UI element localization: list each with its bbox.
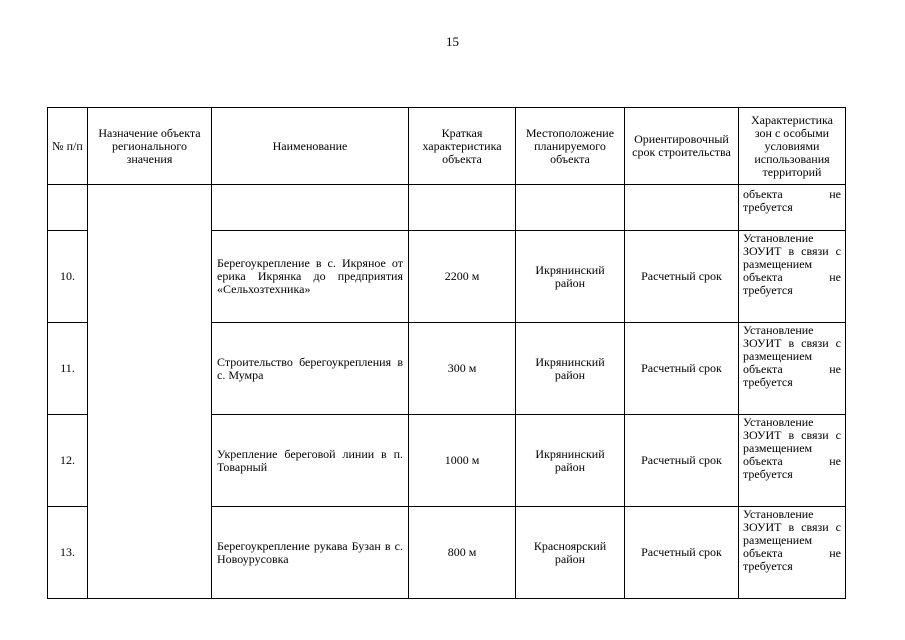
cell-zone: Установление ЗОУИТ в связи с размещением объекта не требуется [739,415,846,507]
cell-number: 11. [48,323,88,415]
cell-zone: Установление ЗОУИТ в связи с размещением объекта не требуется [739,507,846,599]
table-row-continuation [48,185,846,231]
header-term: Ориентировочный срок строительства [625,108,739,185]
cell-number [48,185,88,231]
cell-location: Красноярский район [516,507,625,599]
header-characteristic: Краткая характеристика объекта [409,108,516,185]
table-header-row [48,108,846,185]
cell-zone: Установление ЗОУИТ в связи с размещением объекта не требуется [739,323,846,415]
cell-term: Расчетный срок [625,323,739,415]
cell-location: Икрянинский район [516,323,625,415]
cell-characteristic: 2200 м [409,231,516,323]
header-name: Наименование [212,108,409,185]
cell-zone: Установление ЗОУИТ в связи с размещением объекта не требуется [739,231,846,323]
header-purpose: Назначение объекта регионального значения [88,108,212,185]
cell-characteristic [409,185,516,231]
cell-name [212,185,409,231]
cell-purpose-merged [88,185,212,599]
cell-term [625,185,739,231]
cell-characteristic: 800 м [409,507,516,599]
cell-term: Расчетный срок [625,415,739,507]
cell-location: Икрянинский район [516,231,625,323]
cell-term: Расчетный срок [625,507,739,599]
cell-characteristic: 300 м [409,323,516,415]
header-number: № п/п [48,108,88,185]
cell-location [516,185,625,231]
cell-number: 13. [48,507,88,599]
cell-number: 12. [48,415,88,507]
header-zone: Характеристика зон с особыми условиями использования территорий [739,108,846,185]
cell-number: 10. [48,231,88,323]
objects-table [47,107,846,599]
cell-name: Берегоукрепление в с. Икряное от ерика Икрянка до предприятия «Сельхозтехника» [212,231,409,323]
page-number: 15 [446,34,459,49]
cell-zone: объекта не требуется [739,185,846,231]
cell-name: Берегоукрепление рукава Бузан в с. Новоурусовка [212,507,409,599]
cell-location: Икрянинский район [516,415,625,507]
cell-characteristic: 1000 м [409,415,516,507]
cell-name: Укрепление береговой линии в п. Товарный [212,415,409,507]
cell-name: Строительство берегоукрепления в с. Мумра [212,323,409,415]
cell-term: Расчетный срок [625,231,739,323]
header-location: Местоположение планируемого объекта [516,108,625,185]
